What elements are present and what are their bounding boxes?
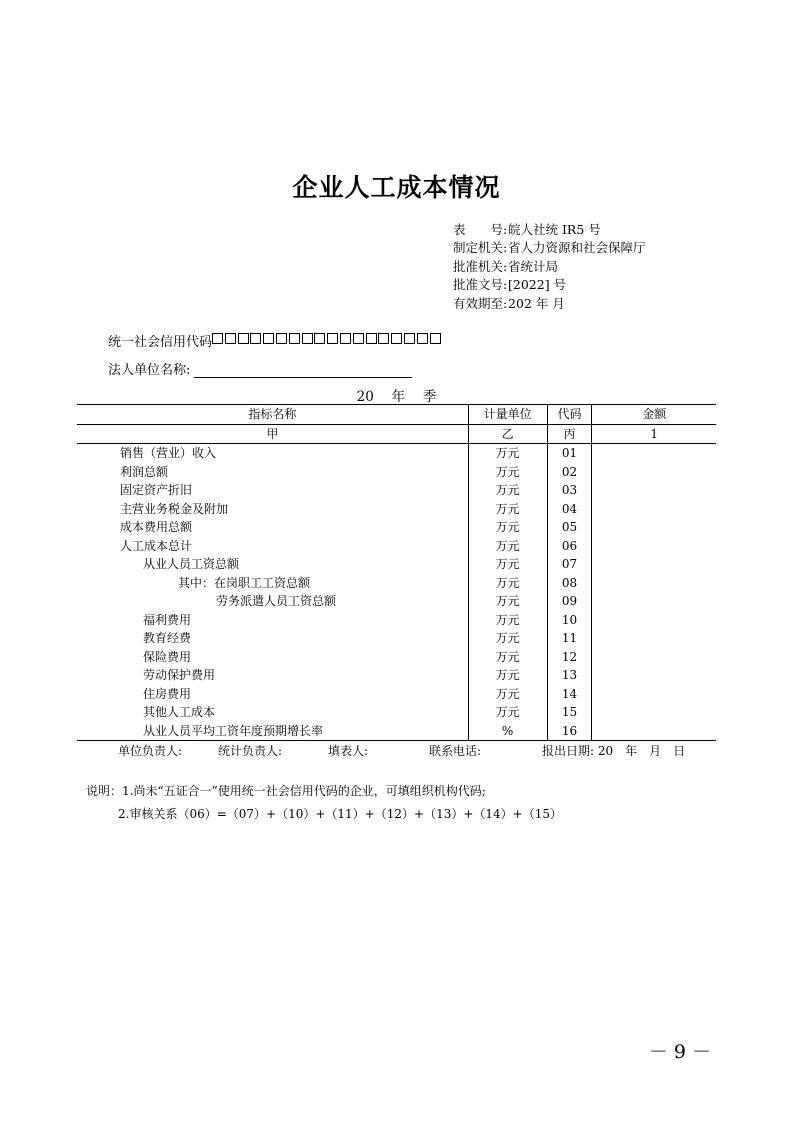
credit-code-box[interactable] <box>276 333 287 344</box>
meta-value: 省人力资源和社会保障厅 <box>508 240 646 256</box>
row-indicator-name: 保险费用 <box>143 649 192 664</box>
credit-code-box[interactable] <box>289 333 300 344</box>
credit-code-box[interactable] <box>404 333 415 344</box>
table-row <box>77 611 716 630</box>
row-indicator-name: 劳务派遣人员工资总额 <box>216 594 337 609</box>
meta-label: 表 号: <box>453 222 508 237</box>
row-indicator-name: 其他人工成本 <box>143 705 216 720</box>
row-code: 10 <box>547 611 592 630</box>
row-amount-input[interactable] <box>592 518 716 537</box>
row-amount-input[interactable] <box>592 666 716 685</box>
row-code: 03 <box>547 481 592 500</box>
table-header-row <box>77 405 716 425</box>
subheader-bing: 丙 <box>547 424 592 444</box>
page-number: － 9 － <box>648 1041 711 1063</box>
table-row <box>77 574 716 593</box>
row-code: 02 <box>547 463 592 482</box>
row-indicator-name: 成本费用总额 <box>120 520 193 535</box>
credit-code-field <box>108 331 442 350</box>
meta-value: 202 年 月 <box>508 295 565 311</box>
table-subheader-row <box>77 424 716 444</box>
row-unit: 万元 <box>468 481 547 500</box>
table-row <box>77 481 716 500</box>
credit-code-box[interactable] <box>430 333 441 344</box>
note-1: 说明：1.尚未“五证合一”使用统一社会信用代码的企业，可填组织机构代码; <box>86 784 486 798</box>
row-code: 08 <box>547 574 592 593</box>
table-row <box>77 463 716 482</box>
row-indicator-name: 住房费用 <box>143 686 192 701</box>
row-unit: 万元 <box>468 629 547 648</box>
row-indicator-name: 从业人员平均工资年度预期增长率 <box>77 722 468 741</box>
row-code: 01 <box>547 444 592 463</box>
row-unit: 万元 <box>468 611 547 630</box>
report-date-label: 报出日期: 20 年 月 日 <box>542 744 686 758</box>
row-code: 13 <box>547 666 592 685</box>
labor-cost-table <box>77 404 716 741</box>
row-code: 15 <box>547 703 592 722</box>
report-period: 20 年 季 <box>356 389 437 405</box>
table-row <box>77 555 716 574</box>
credit-code-box[interactable] <box>314 333 325 344</box>
form-meta-block <box>453 221 646 313</box>
table-row <box>77 518 716 537</box>
row-indicator-name: 教育经费 <box>143 631 192 646</box>
row-indicator-name: 销售（营业）收入 <box>77 444 468 463</box>
meta-value: [2022] 号 <box>508 277 567 293</box>
row-amount-input[interactable] <box>592 592 716 611</box>
meta-row <box>453 258 646 276</box>
credit-code-box[interactable] <box>391 333 402 344</box>
subheader-yi: 乙 <box>468 424 547 444</box>
credit-code-box[interactable] <box>263 333 274 344</box>
row-amount-input[interactable] <box>592 629 716 648</box>
row-amount-input[interactable] <box>592 555 716 574</box>
credit-code-box[interactable] <box>378 333 389 344</box>
meta-label: 制定机关: <box>453 240 508 256</box>
row-unit: 万元 <box>468 648 547 667</box>
row-code: 14 <box>547 685 592 704</box>
meta-row <box>453 276 646 294</box>
row-unit: 万元 <box>468 685 547 704</box>
row-amount-input[interactable] <box>592 685 716 704</box>
row-code: 09 <box>547 592 592 611</box>
row-unit: 万元 <box>468 555 547 574</box>
row-unit: % <box>468 722 547 741</box>
credit-code-label: 统一社会信用代码 <box>108 335 213 350</box>
meta-value: 省统计局 <box>508 258 559 274</box>
row-code: 05 <box>547 518 592 537</box>
row-unit: 万元 <box>468 463 547 482</box>
row-unit: 万元 <box>468 500 547 519</box>
filler-label: 填表人: <box>328 744 369 758</box>
credit-code-boxes <box>212 333 442 348</box>
meta-label: 批准文号: <box>453 277 508 293</box>
meta-row <box>453 239 646 257</box>
row-indicator-name: 人工成本总计 <box>120 538 193 553</box>
page-title: 企业人工成本情况 <box>292 173 501 202</box>
row-amount-input[interactable] <box>592 722 716 741</box>
note-2: 2.审核关系（06）=（07）+（10）+（11）+（12）+（13）+（14）+（15） <box>118 807 562 821</box>
row-amount-input[interactable] <box>592 481 716 500</box>
row-amount-input[interactable] <box>592 611 716 630</box>
meta-row <box>453 295 646 313</box>
row-code: 12 <box>547 648 592 667</box>
credit-code-box[interactable] <box>238 333 249 344</box>
row-unit: 万元 <box>468 444 547 463</box>
row-amount-input[interactable] <box>592 703 716 722</box>
row-indicator-name: 福利费用 <box>143 612 192 627</box>
header-code: 代码 <box>547 405 592 425</box>
credit-code-box[interactable] <box>353 333 364 344</box>
table-row <box>77 629 716 648</box>
row-code: 16 <box>547 722 592 741</box>
row-unit: 万元 <box>468 537 547 556</box>
legal-unit-label: 法人单位名称: <box>108 363 191 378</box>
credit-code-box[interactable] <box>302 333 313 344</box>
row-unit: 万元 <box>468 518 547 537</box>
credit-code-box[interactable] <box>366 333 377 344</box>
row-indicator-name: 劳动保护费用 <box>143 668 216 683</box>
row-amount-input[interactable] <box>592 444 716 463</box>
row-amount-input[interactable] <box>592 537 716 556</box>
table-row <box>77 703 716 722</box>
row-unit: 万元 <box>468 666 547 685</box>
credit-code-box[interactable] <box>212 333 223 344</box>
notes-block <box>86 780 562 826</box>
legal-unit-field <box>108 359 412 378</box>
meta-row <box>453 221 646 239</box>
row-code: 11 <box>547 629 592 648</box>
credit-code-box[interactable] <box>327 333 338 344</box>
table-row <box>77 666 716 685</box>
header-unit: 计量单位 <box>468 405 547 425</box>
row-code: 06 <box>547 537 592 556</box>
credit-code-box[interactable] <box>250 333 261 344</box>
row-indicator-name: 利润总额 <box>120 464 169 479</box>
row-amount-input[interactable] <box>592 463 716 482</box>
stat-head-label: 统计负责人: <box>218 744 283 758</box>
table-row <box>77 537 716 556</box>
header-indicator: 指标名称 <box>77 405 468 425</box>
legal-unit-input-line[interactable] <box>194 367 412 378</box>
row-code: 04 <box>547 500 592 519</box>
row-indicator-name: 主营业务税金及附加 <box>120 501 229 516</box>
meta-value: 皖人社统 IR5 号 <box>508 222 601 237</box>
meta-label: 有效期至: <box>453 295 508 311</box>
table-row <box>77 592 716 611</box>
phone-label: 联系电话: <box>429 744 482 758</box>
table-row <box>77 444 716 463</box>
meta-label: 批准机关: <box>453 258 508 274</box>
unit-head-label: 单位负责人: <box>118 744 183 758</box>
table-row <box>77 685 716 704</box>
table-row <box>77 722 716 741</box>
row-code: 07 <box>547 555 592 574</box>
table-row <box>77 500 716 519</box>
row-unit: 万元 <box>468 574 547 593</box>
header-amount: 金额 <box>592 405 716 425</box>
subheader-jia: 甲 <box>77 424 468 444</box>
row-amount-input[interactable] <box>592 500 716 519</box>
credit-code-box[interactable] <box>340 333 351 344</box>
row-indicator-name: 从业人员工资总额 <box>143 557 240 572</box>
row-unit: 万元 <box>468 592 547 611</box>
credit-code-box[interactable] <box>417 333 428 344</box>
credit-code-box[interactable] <box>225 333 236 344</box>
subheader-col1: 1 <box>592 424 716 444</box>
row-indicator-name: 其中：在岗职工工资总额 <box>178 575 311 590</box>
row-amount-input[interactable] <box>592 648 716 667</box>
row-unit: 万元 <box>468 703 547 722</box>
row-indicator-name: 固定资产折旧 <box>120 483 193 498</box>
row-amount-input[interactable] <box>592 574 716 593</box>
table-row <box>77 648 716 667</box>
